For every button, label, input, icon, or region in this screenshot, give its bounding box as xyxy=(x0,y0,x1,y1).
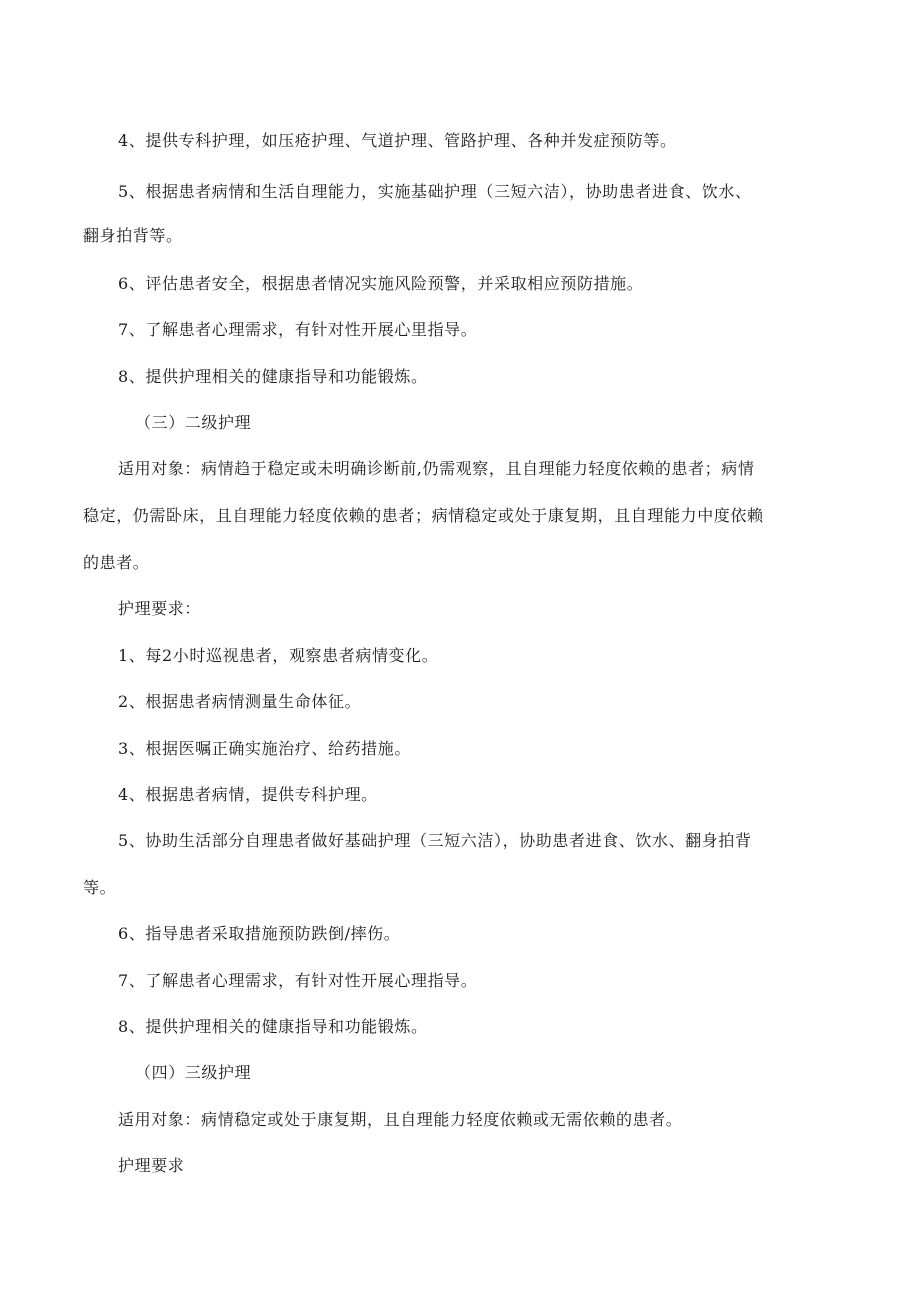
list-item-2-vital-signs: 2、根据患者病情测量生命体征。 xyxy=(118,692,362,711)
list-item-5-basic-care-continued: 翻身拍背等。 xyxy=(83,226,183,245)
section-heading-level-2-care: （三）二级护理 xyxy=(135,413,252,432)
care-requirements-label: 护理要求 xyxy=(118,1156,185,1175)
list-item-7-psychological-needs: 7、了解患者心理需求，有针对性开展心理指导。 xyxy=(118,971,478,990)
applicable-patients-paragraph: 适用对象：病情稳定或处于康复期，且自理能力轻度依赖或无需依赖的患者。 xyxy=(118,1110,683,1129)
list-item-5-basic-care-continued: 等。 xyxy=(83,878,117,897)
list-item-3-treatment: 3、根据医嘱正确实施治疗、给药措施。 xyxy=(118,739,411,758)
list-item-4-specialty-care: 4、提供专科护理，如压疮护理、气道护理、管路护理、各种并发症预防等。 xyxy=(118,131,677,150)
care-requirements-label: 护理要求： xyxy=(118,599,202,618)
list-item-5-basic-care: 5、协助生活部分自理患者做好基础护理（三短六洁），协助患者进食、饮水、翻身拍背 xyxy=(118,831,752,850)
list-item-8-health-guidance: 8、提供护理相关的健康指导和功能锻炼。 xyxy=(118,367,428,386)
list-item-1-rounds: 1、每2小时巡视患者，观察患者病情变化。 xyxy=(118,646,439,665)
applicable-patients-paragraph-line-2: 稳定，仍需卧床，且自理能力轻度依赖的患者；病情稳定或处于康复期，且自理能力中度依赖 xyxy=(83,506,764,525)
list-item-8-health-guidance: 8、提供护理相关的健康指导和功能锻炼。 xyxy=(118,1017,428,1036)
applicable-patients-paragraph-line-3: 的患者。 xyxy=(83,553,150,572)
list-item-6-fall-prevention: 6、指导患者采取措施预防跌倒/摔伤。 xyxy=(118,924,401,943)
section-heading-level-3-care: （四）三级护理 xyxy=(135,1063,252,1082)
list-item-6-safety-assessment: 6、评估患者安全，根据患者情况实施风险预警，并采取相应预防措施。 xyxy=(118,274,644,293)
list-item-4-specialty-care: 4、根据患者病情，提供专科护理。 xyxy=(118,785,378,804)
list-item-5-basic-care: 5、根据患者病情和生活自理能力，实施基础护理（三短六洁），协助患者进食、饮水、 xyxy=(118,182,752,201)
applicable-patients-paragraph: 适用对象：病情趋于稳定或未明确诊断前,仍需观察，且自理能力轻度依赖的患者；病情 xyxy=(118,459,755,478)
list-item-7-psychological-needs: 7、了解患者心理需求，有针对性开展心里指导。 xyxy=(118,320,478,339)
